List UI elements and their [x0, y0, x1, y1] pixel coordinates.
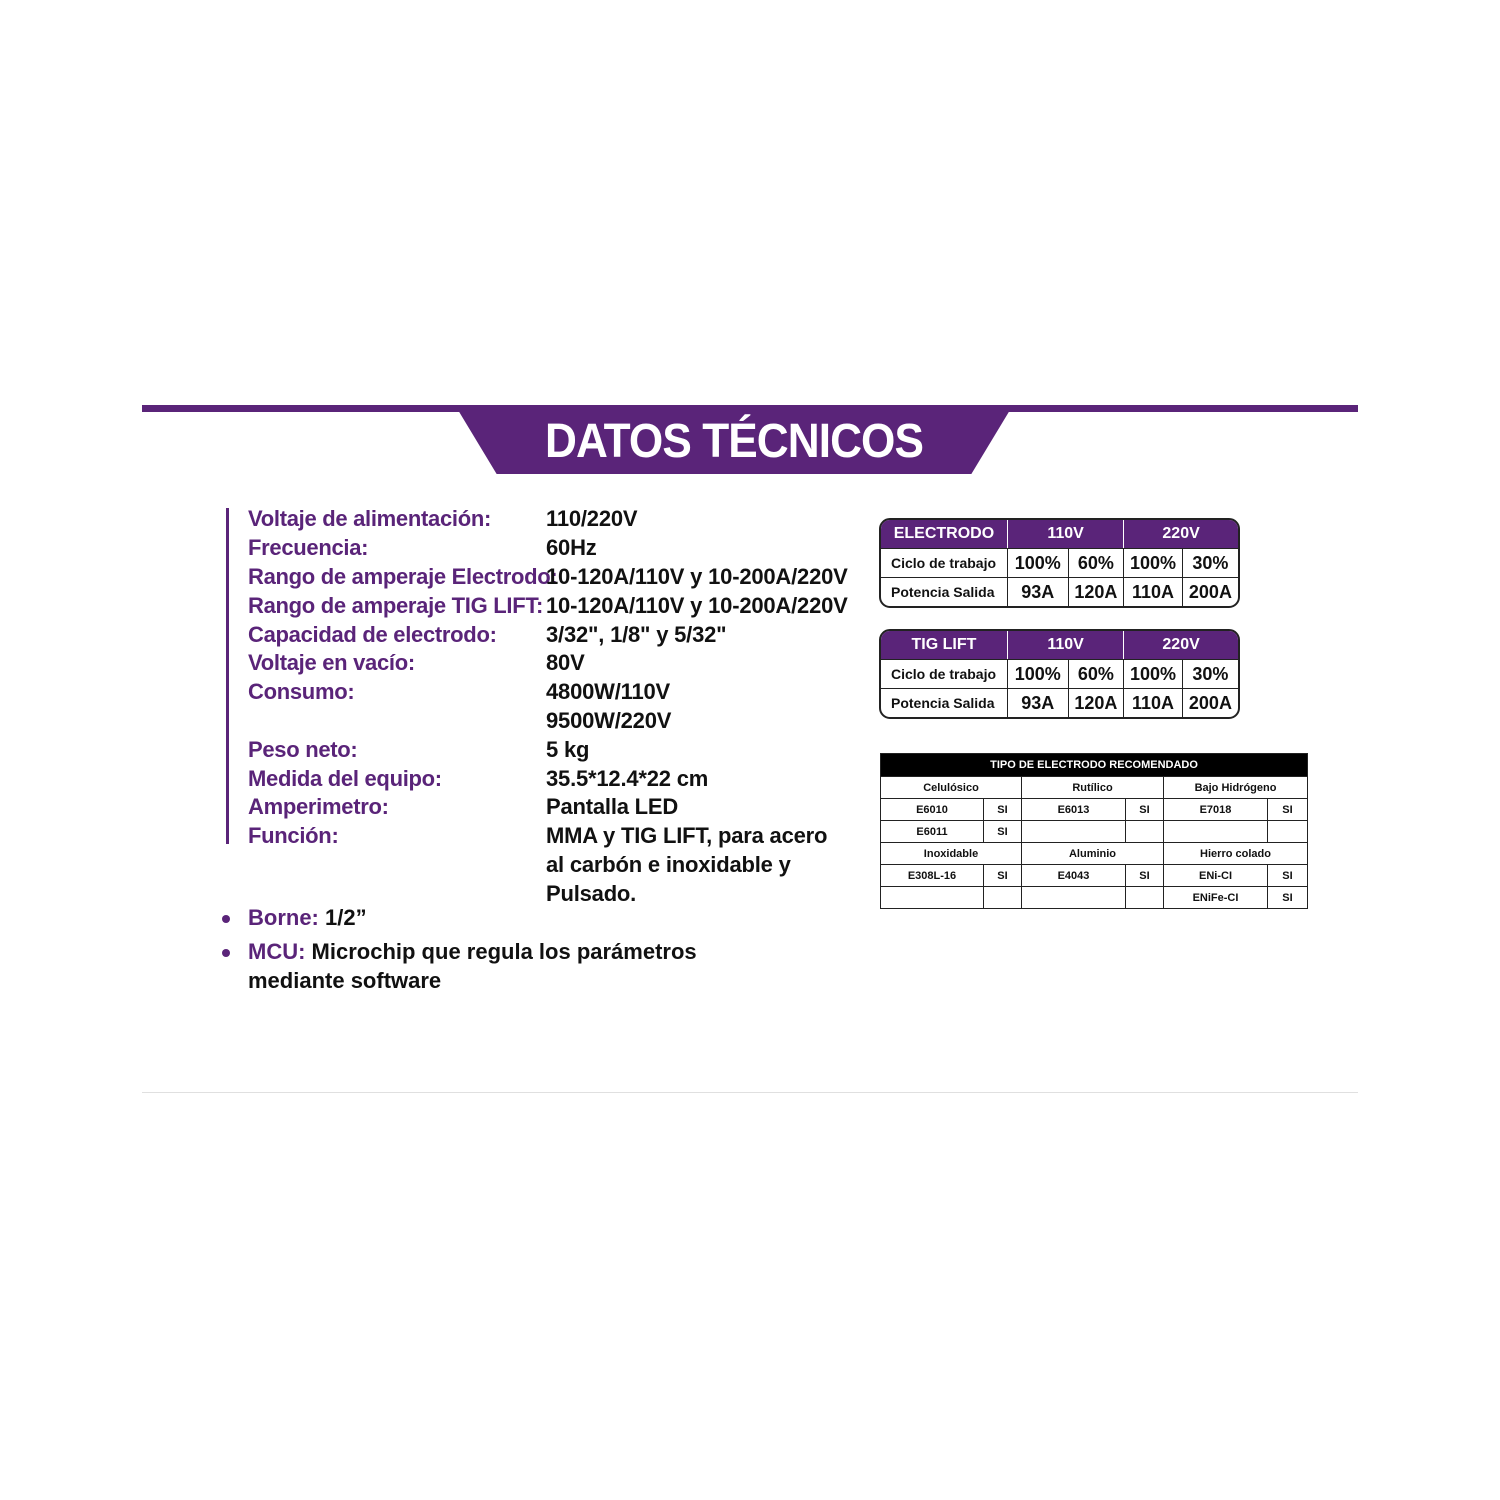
spec-value: MMA y TIG LIFT, para acero [546, 823, 828, 848]
table-cell: 93A [1007, 578, 1068, 607]
spec-row [248, 562, 848, 591]
spec-row [248, 533, 597, 562]
spec-value: Pulsado. [546, 881, 637, 906]
table-header: 110V [1007, 520, 1123, 549]
table-cell: 93A [1007, 689, 1068, 718]
table-header: 110V [1007, 631, 1123, 660]
spec-value: 5 kg [546, 737, 590, 762]
spec-value: al carbón e inoxidable y [546, 852, 791, 877]
group-label: Hierro colado [1164, 843, 1308, 865]
group-label: Rutílico [1022, 777, 1164, 799]
table-cell: 30% [1182, 660, 1238, 689]
table-cell: 60% [1068, 660, 1124, 689]
tig-lift-table [879, 629, 1240, 719]
spec-value: 80V [546, 650, 585, 675]
page-title: DATOS TÉCNICOS [544, 415, 924, 468]
row-label: Ciclo de trabajo [881, 660, 1007, 689]
spec-row [248, 706, 672, 735]
spec-value: 10-120A/110V y 10-200A/220V [546, 593, 848, 618]
table-cell [1126, 887, 1164, 909]
footer-rule [142, 1092, 1358, 1093]
table-cell: SI [984, 865, 1022, 887]
spec-value: 110/220V [546, 506, 638, 531]
table-row [881, 689, 1238, 718]
table-row [881, 887, 1308, 909]
table-cell: SI [1126, 865, 1164, 887]
spec-value: 4800W/110V [546, 679, 670, 704]
table-cell [984, 887, 1022, 909]
spec-label: Capacidad de electrodo: [248, 622, 497, 647]
spec-label: Rango de amperaje TIG LIFT: [248, 593, 544, 618]
spec-row [248, 591, 848, 620]
table-cell: 200A [1188, 581, 1232, 602]
table-cell: SI [1268, 887, 1308, 909]
spec-label: Voltaje en vacío: [248, 650, 415, 675]
bullet-label: MCU: [248, 939, 306, 964]
spec-label: Frecuencia: [248, 535, 369, 560]
table-cell: E6011 [881, 821, 984, 843]
table-cell [1022, 887, 1126, 909]
table-cell: 60% [1068, 549, 1124, 578]
spec-row [248, 677, 670, 706]
spec-row [248, 620, 727, 649]
table-cell [1126, 821, 1164, 843]
table-cell: E7018 [1164, 799, 1268, 821]
group-label: Aluminio [1022, 843, 1164, 865]
spec-row [248, 648, 585, 677]
table-cell: 100% [1007, 549, 1068, 578]
table-cell: 30% [1182, 549, 1238, 578]
row-label: Ciclo de trabajo [881, 549, 1007, 578]
table-header: ELECTRODO [881, 520, 1007, 549]
table-header: 220V [1124, 520, 1238, 549]
bullet-text: mediante software [248, 968, 442, 993]
table-header: TIG LIFT [881, 631, 1007, 660]
spec-label: Voltaje de alimentación: [248, 506, 492, 531]
table-cell: SI [984, 821, 1022, 843]
spec-label: Medida del equipo: [248, 766, 442, 791]
table-group-header [881, 777, 1308, 799]
table-cell [1164, 821, 1268, 843]
spec-row [248, 821, 828, 850]
table-row [881, 549, 1238, 578]
spec-row [248, 735, 590, 764]
table-row [881, 821, 1308, 843]
table-cell: SI [1126, 799, 1164, 821]
bullet-icon [222, 949, 230, 957]
spec-label: Consumo: [248, 679, 355, 704]
table-cell: E6013 [1022, 799, 1126, 821]
table-cell: SI [1268, 865, 1308, 887]
spec-value: 9500W/220V [546, 708, 672, 733]
table-cell: 110A [1124, 578, 1183, 607]
table-group-header [881, 843, 1308, 865]
spec-label: Función: [248, 823, 339, 848]
spec-label: Amperimetro: [248, 794, 389, 819]
spec-label: Rango de amperaje Electrodo: [248, 564, 558, 589]
group-label: Celulósico [881, 777, 1022, 799]
table-cell: E6010 [881, 799, 984, 821]
electrodo-table [879, 518, 1240, 608]
group-label: Bajo Hidrógeno [1164, 777, 1308, 799]
table-cell [1268, 821, 1308, 843]
table-cell: 100% [1007, 660, 1068, 689]
table-cell: E4043 [1022, 865, 1126, 887]
bullet-label: Borne: [248, 905, 319, 930]
bullet-icon [222, 915, 230, 923]
table-cell: 100% [1124, 549, 1183, 578]
spec-value: 35.5*12.4*22 cm [546, 766, 709, 791]
bullet-text: Microchip que regula los parámetros [305, 939, 697, 964]
electrode-type-table [880, 753, 1308, 909]
table-title: TIPO DE ELECTRODO RECOMENDADO [881, 754, 1308, 777]
table-header: 220V [1124, 631, 1238, 660]
table-cell: SI [984, 799, 1022, 821]
table-cell: 100% [1124, 660, 1183, 689]
spec-row [248, 504, 638, 533]
spec-value: 10-120A/110V y 10-200A/220V [546, 564, 848, 589]
table-row [881, 865, 1308, 887]
table-cell: E308L-16 [881, 865, 984, 887]
table-cell: 110A [1124, 689, 1183, 718]
specs-accent-bar [226, 508, 229, 844]
spec-value: 3/32", 1/8" y 5/32" [546, 622, 727, 647]
row-label: Potencia Salida [881, 578, 1007, 607]
table-cell: ENiFe-CI [1164, 887, 1268, 909]
spec-row [248, 850, 791, 879]
group-label: Inoxidable [881, 843, 1022, 865]
spec-label: Peso neto: [248, 737, 358, 762]
spec-value: 60Hz [546, 535, 597, 560]
row-label: Potencia Salida [881, 689, 1007, 718]
table-cell: 120A [1068, 689, 1124, 718]
table-cell [881, 887, 984, 909]
table-cell [1022, 821, 1126, 843]
bullet-text: 1/2” [318, 905, 367, 930]
table-row [881, 578, 1238, 607]
table-cell: ENi-CI [1164, 865, 1268, 887]
spec-row [248, 764, 709, 793]
table-cell: 120A [1068, 578, 1124, 607]
table-cell: SI [1268, 799, 1308, 821]
spec-value: Pantalla LED [546, 794, 679, 819]
table-row [881, 660, 1238, 689]
spec-row [248, 792, 679, 821]
table-cell: 200A [1188, 692, 1232, 713]
table-row [881, 799, 1308, 821]
